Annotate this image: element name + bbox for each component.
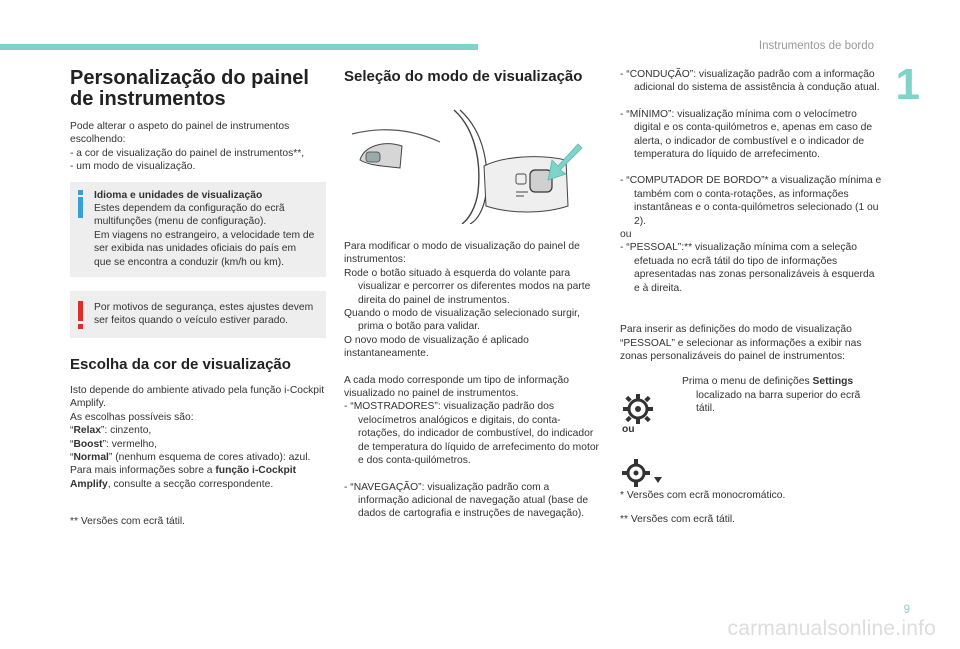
color-intro: Isto depende do ambiente ativado pela função i-Cockpit Amplify. — [70, 384, 325, 410]
info-box-line: Estes dependem da configuração do ecrã multifunções (menu de configuração). — [94, 203, 285, 228]
or-label: ou — [622, 424, 635, 436]
gear-dropdown-icon — [620, 455, 664, 491]
gear-icon — [620, 391, 656, 427]
instruction-step: Quando o modo de visualização selecionado surgir, prima o botão para validar. — [344, 308, 580, 333]
color-options-label: As escolhas possíveis são: — [70, 411, 194, 423]
page-number: 9 — [903, 604, 910, 616]
mode-minimo: - “MÍNIMO”: visualização mínima com o velocímetro digital e os conta-quilómetros e, apenas em caso de alerta, o indicador de combustível e o indicador de temperatura do líquido de arrefecimento. — [620, 108, 873, 161]
column-left — [70, 68, 326, 529]
footnote: ** Versões com ecrã tátil. — [70, 516, 186, 528]
watermark: carmanualsonline.info — [727, 617, 936, 640]
settings-step: Prima o menu de definições Settings localizado na barra superior do ecrã tátil. — [682, 376, 861, 415]
color-option-relax: “Relax”: cinzento, — [70, 425, 152, 437]
more-info-text: Para mais informações sobre a função i-Cockpit Amplify, consulte a secção correspondente. — [70, 465, 297, 490]
color-option-boost: “Boost”: vermelho, — [70, 438, 157, 450]
column-right — [620, 68, 882, 526]
footnote: ** Versões com ecrã tátil. — [620, 513, 736, 525]
info-box — [70, 182, 326, 277]
footnote: * Versões com ecrã monocromático. — [620, 490, 786, 502]
chapter-number: 1 — [895, 60, 920, 109]
or-label: ou — [620, 229, 632, 241]
steering-wheel-icon — [344, 96, 602, 224]
info-icon — [78, 190, 84, 220]
mode-pessoal: - “PESSOAL”:** visualização mínima com a seleção efetuada no ecrã tátil do tipo de informações apresentadas nas zonas personalizáveis à esquerda e à direita. — [620, 242, 875, 294]
mode-navegacao: - “NAVEGAÇÃO”: visualização padrão com a informação adicional de navegação atual (base de dados de cartografia e instruções de navegação). — [344, 481, 589, 520]
instruction-result: O novo modo de visualização é aplicado instantaneamente. — [344, 334, 529, 360]
pessoal-instructions: Para inserir as definições do modo de visualização “PESSOAL” e selecionar as informações a exibir nas zonas personalizáveis do painel de instrumentos: — [620, 324, 862, 362]
header-accent-bar — [0, 44, 478, 50]
list-item: - a cor de visualização do painel de instrumentos**, — [70, 147, 305, 159]
instruction-intro: Para modificar o modo de visualização do painel de instrumentos: — [344, 241, 580, 266]
mode-mostradores: - “MOSTRADORES”: visualização padrão dos velocímetros analógicos e digitais, do conta-rotações, do indicador de combustível, do indicador de temperatura do líquido de arrefecimento do motor e dos conta-quilómetros. — [344, 401, 599, 467]
steering-wheel-illustration — [344, 96, 602, 224]
mode-conducao: - “CONDUÇÃO”: visualização padrão com a informação adicional do sistema de assistência à condução atual. — [620, 69, 880, 94]
list-item: - um modo de visualização. — [70, 161, 196, 173]
warning-icon — [78, 301, 84, 331]
column-middle — [344, 68, 602, 521]
modes-intro: A cada modo corresponde um tipo de informação visualizado no painel de instrumentos. — [344, 374, 569, 400]
info-box-line: Em viagens no estrangeiro, a velocidade tem de ser exibida nas unidades oficiais do país em que se encontra a conduzir (km/h ou km). — [94, 229, 315, 268]
intro-text: Pode alterar o aspeto do painel de instrumentos escolhendo: — [70, 121, 290, 146]
info-box-title: Idioma e unidades de visualização — [94, 189, 263, 201]
settings-instruction — [620, 375, 882, 487]
section-header: Instrumentos de bordo — [758, 40, 874, 52]
color-option-normal: “Normal” (nenhum esquema de cores ativado): azul. — [70, 451, 311, 463]
warning-box — [70, 291, 326, 338]
mode-computador: - “COMPUTADOR DE BORDO”* a visualização mínima e também com o conta-rotações, as informações instantâneas e o conta-quilómetros selecionado (1 ou 2). — [620, 175, 882, 227]
instruction-step: Rode o botão situado à esquerda do volante para visualizar e percorrer os diferentes modos na parte direita do painel de instrumentos. — [344, 267, 591, 306]
section-title-mode: Seleção do modo de visualização — [344, 68, 583, 85]
warning-text: Por motivos de segurança, estes ajustes devem ser feitos quando o veículo estiver parado. — [94, 302, 314, 327]
page-title: Personalização do painel de instrumentos — [70, 67, 309, 110]
section-title-color: Escolha da cor de visualização — [70, 355, 291, 373]
